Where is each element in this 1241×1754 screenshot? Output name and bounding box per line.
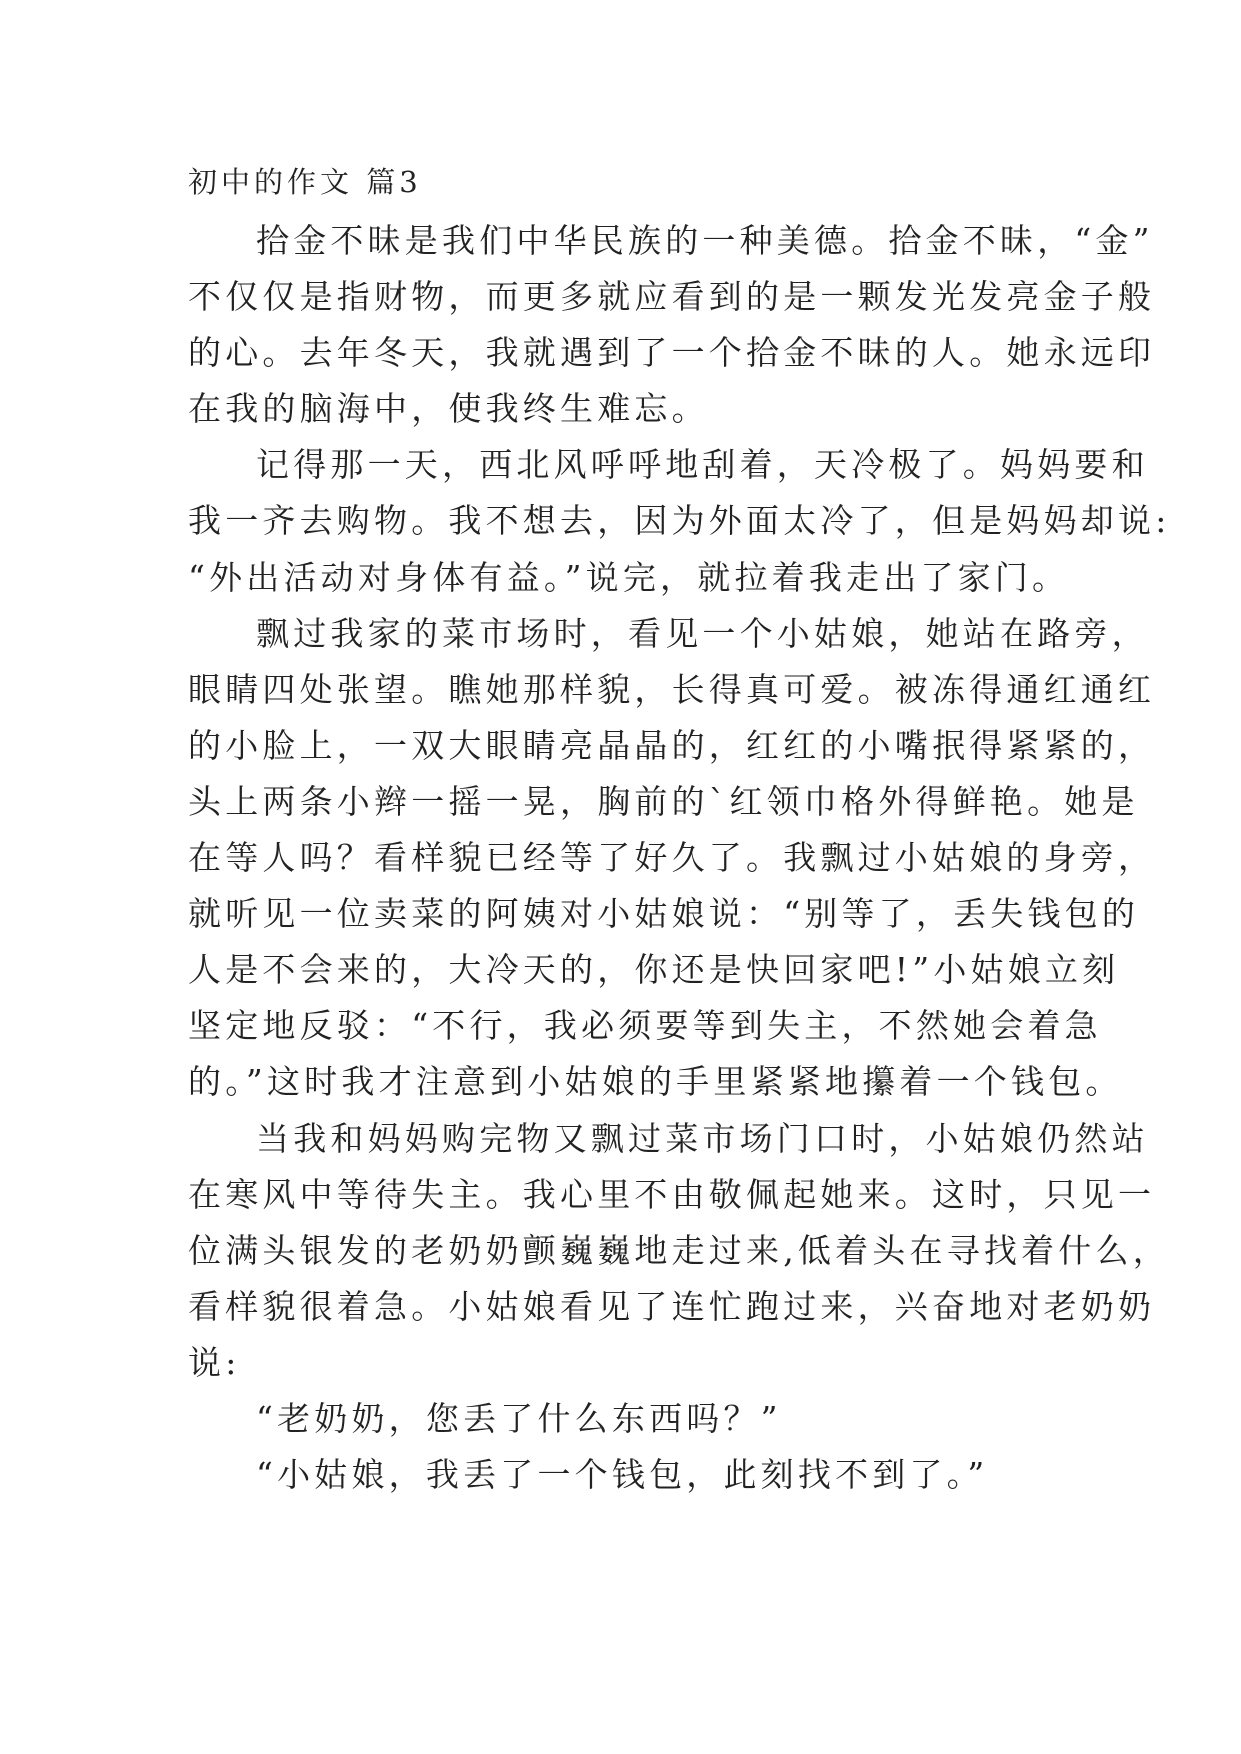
text-line: “老奶奶，您丢了什么东西吗？” [256, 1398, 782, 1438]
text-line: 在等人吗？看样貌已经等了好久了。我飘过小姑娘的身旁， [188, 838, 1156, 878]
text-line: “小姑娘，我丢了一个钱包，此刻找不到了。” [256, 1455, 989, 1495]
text-line: “外出活动对身体有益。”说完，就拉着我走出了家门。 [188, 557, 1070, 597]
text-line: 不仅仅是指财物，而更多就应看到的是一颗发光发亮金子般 [188, 277, 1156, 317]
text-line: 人是不会来的，大冷天的，你还是快回家吧!”小姑娘立刻 [188, 950, 1120, 990]
document-title: 初中的作文 篇3 [188, 165, 422, 199]
essay-body [188, 213, 1171, 1503]
text-line: 在我的脑海中，使我终生难忘。 [188, 389, 709, 429]
text-line: 坚定地反驳：“不行，我必须要等到失主，不然她会着急 [188, 1006, 1102, 1046]
text-line: 看样貌很着急。小姑娘看见了连忙跑过来，兴奋地对老奶奶 [188, 1286, 1156, 1326]
text-line: 拾金不昧是我们中华民族的一种美德。拾金不昧，“金” [256, 221, 1154, 260]
text-line: 位满头银发的老奶奶颤巍巍地走过来,低着头在寻找着什么， [188, 1230, 1170, 1270]
text-line: 的心。去年冬天，我就遇到了一个拾金不昧的人。她永远印 [188, 333, 1156, 373]
text-line: 的小脸上，一双大眼睛亮晶晶的，红红的小嘴抿得紧紧的， [188, 725, 1156, 765]
text-line: 在寒风中等待失主。我心里不由敬佩起她来。这时，只见一 [188, 1174, 1156, 1214]
text-line: 我一齐去购物。我不想去，因为外面太冷了，但是妈妈却说: [188, 501, 1171, 541]
text-line: 眼睛四处张望。瞧她那样貌，长得真可爱。被冻得通红通红 [188, 669, 1156, 709]
text-line: 头上两条小辫一摇一晃，胸前的`红领巾格外得鲜艳。她是 [188, 781, 1139, 821]
text-line: 的。”这时我才注意到小姑娘的手里紧紧地攥着一个钱包。 [188, 1062, 1123, 1102]
text-line: 就听见一位卖菜的阿姨对小姑娘说：“别等了，丢失钱包的 [188, 894, 1140, 934]
text-line: 记得那一天，西北风呼呼地刮着，天冷极了。妈妈要和 [256, 445, 1149, 485]
text-line: 当我和妈妈购完物又飘过菜市场门口时，小姑娘仍然站 [256, 1118, 1149, 1158]
text-line: 说: [188, 1342, 241, 1382]
text-line: 飘过我家的菜市场时，看见一个小姑娘，她站在路旁， [256, 613, 1149, 653]
